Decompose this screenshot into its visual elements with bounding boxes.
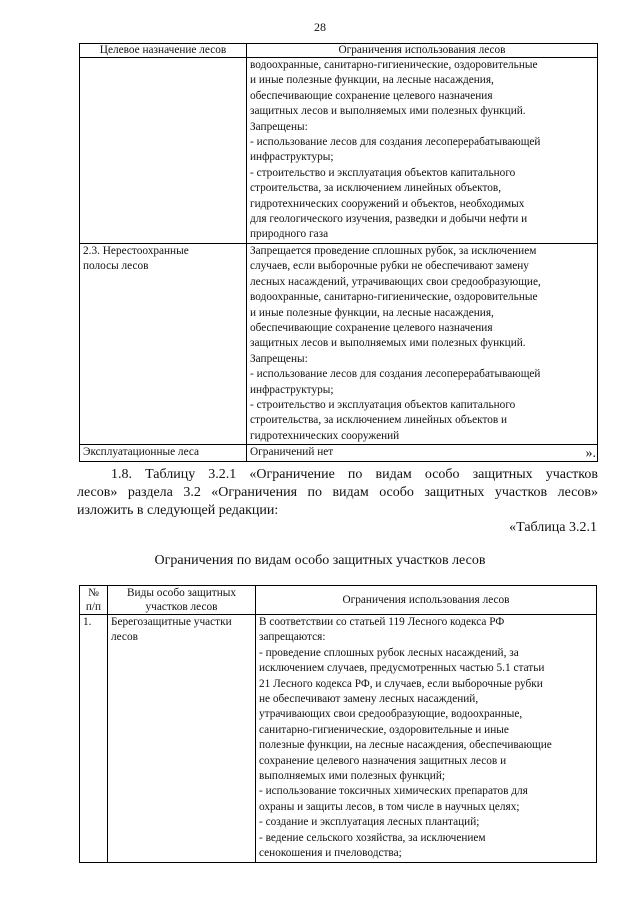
text-line: водоохранные, санитарно-гигиенические, оздоровительные — [250, 291, 538, 304]
table-header-row — [80, 44, 598, 58]
row-limits-cell — [256, 615, 597, 863]
text-line: - создание и эксплуатация лесных плантаций; — [259, 816, 480, 829]
table-row — [80, 243, 598, 444]
text-line: санитарно-гигиенические, оздоровительные и иные — [259, 723, 509, 736]
text-line: строительства, за исключением линейных объектов, — [250, 182, 502, 195]
text-line: сохранение целевого назначения защитных лесов и — [259, 754, 507, 767]
row-purpose-cell — [80, 445, 247, 461]
paragraph-line: изложить в следующей редакции: — [77, 503, 279, 518]
header-line: участков лесов — [145, 601, 218, 613]
header-line: Виды особо защитных — [127, 587, 236, 599]
text-line: - использование лесов для создания лесоперерабатывающей — [250, 368, 541, 381]
text-line: обеспечивающие сохранение целевого назначения — [250, 89, 493, 102]
text-line: инфраструктуры; — [250, 383, 334, 396]
text-line: строительства, за исключением линейных объектов и — [250, 414, 508, 427]
text-line: исключением случаев, предусмотренных частью 5.1 статьи — [259, 662, 545, 675]
closing-quote: ». — [585, 446, 596, 461]
text-line: Ограничений нет — [250, 446, 334, 459]
text-line: гидротехнических сооружений и объектов, необходимых — [250, 197, 525, 210]
row-number-cell: 1. — [80, 615, 108, 863]
text-line: обеспечивающие сохранение целевого назначения — [250, 321, 493, 334]
forest-purpose-table — [79, 43, 598, 462]
header-forest-purpose: Целевое назначение лесов — [80, 44, 247, 58]
text-line: Эксплуатационные леса — [83, 446, 200, 459]
row-limits-cell — [247, 445, 598, 461]
text-line: выполняемых ими полезных функций; — [259, 770, 446, 783]
header-line: № — [88, 587, 99, 599]
header-line: п/п — [85, 601, 102, 613]
text-line: Берегозащитные участки — [111, 616, 232, 628]
text-line: инфраструктуры; — [250, 151, 334, 164]
paragraph-line: лесов» раздела 3.2 «Ограничения по видам особо защитных участков лесов» — [77, 485, 598, 500]
text-line: Запрещены: — [250, 120, 308, 133]
text-line: и иные полезные функции, на лесные насаждения, — [250, 306, 494, 319]
table-row — [80, 58, 598, 244]
row-limits-cell — [247, 243, 598, 444]
row-kind-cell — [108, 615, 256, 863]
text-line: природного газа — [250, 228, 329, 241]
table-row — [80, 445, 598, 461]
text-line: защитных лесов и выполняемых ими полезных функций. — [250, 337, 526, 350]
table-row — [80, 615, 597, 863]
text-line: защитных лесов и выполняемых ими полезных функций. — [250, 105, 526, 118]
header-usage-limits: Ограничения использования лесов — [256, 586, 597, 615]
paragraph-line: 1.8. Таблицу 3.2.1 «Ограничение по видам особо защитных участков — [111, 467, 598, 482]
text-line: - проведение сплошных рубок лесных насаждений, за — [259, 646, 519, 659]
text-line: 2.3. Нерестоохранные — [83, 244, 189, 257]
page-number: 28 — [314, 20, 326, 34]
text-line: запрещаются: — [259, 631, 326, 644]
text-line: - строительство и эксплуатация объектов капитального — [250, 398, 516, 411]
text-line: Запрещается проведение сплошных рубок, за исключением — [250, 244, 537, 257]
header-usage-limits: Ограничения использования лесов — [247, 44, 598, 58]
table-reference: «Таблица 3.2.1 — [509, 520, 597, 535]
text-line: - использование токсичных химических препаратов для — [259, 785, 528, 798]
row-limits-cell — [247, 58, 598, 244]
header-area-kinds — [108, 586, 256, 615]
text-line: полосы лесов — [83, 260, 149, 273]
text-line: полезные функции, на лесные насаждения, обеспечивающие — [259, 739, 552, 752]
text-line: водоохранные, санитарно-гигиенические, оздоровительные — [250, 59, 538, 71]
text-line: - использование лесов для создания лесоперерабатывающей — [250, 136, 541, 149]
text-line: В соответствии со статьей 119 Лесного кодекса РФ — [259, 616, 505, 628]
text-line: Запрещены: — [250, 352, 308, 365]
text-line: и иные полезные функции, на лесные насаждения, — [250, 74, 494, 87]
text-line: не обеспечивают замену лесных насаждений, — [259, 693, 479, 706]
header-number — [80, 586, 108, 615]
row-purpose-cell — [80, 58, 247, 244]
table-title: Ограничения по видам особо защитных участков лесов — [154, 553, 486, 568]
text-line: сенокошения и пчеловодства; — [259, 847, 402, 860]
amendment-paragraph — [77, 466, 598, 520]
row-purpose-cell — [80, 243, 247, 444]
text-line: для геологического изучения, разведки и добычи нефти и — [250, 213, 528, 226]
text-line: лесов — [111, 631, 138, 644]
text-line: - строительство и эксплуатация объектов капитального — [250, 166, 516, 179]
text-line: лесных насаждений, утрачивающих свои средообразующие, — [250, 275, 541, 288]
text-line: случаев, если выборочные рубки не обеспечивают замену — [250, 260, 529, 273]
table-header-row — [80, 586, 597, 615]
text-line: утрачивающих свои средообразующие, водоохранные, — [259, 708, 523, 721]
text-line: охраны и защиты лесов, в том числе в научных целях; — [259, 800, 520, 813]
text-line: гидротехнических сооружений — [250, 429, 400, 442]
restrictions-table — [79, 585, 597, 863]
text-line: 21 Лесного кодекса РФ, и случаев, если выборочные рубки — [259, 677, 543, 690]
text-line: - ведение сельского хозяйства, за исключением — [259, 831, 486, 844]
